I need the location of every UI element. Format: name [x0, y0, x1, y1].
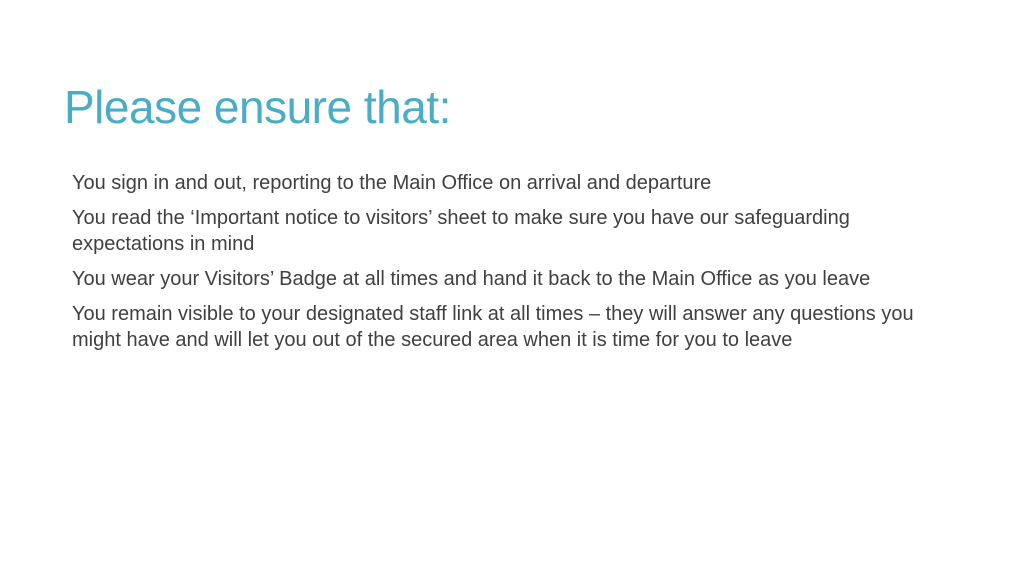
- bullet-sign-in: You sign in and out, reporting to the Main Office on arrival and departure: [72, 172, 712, 194]
- bullet-visitors-badge: You wear your Visitors’ Badge at all times and hand it back to the Main Office as you leave: [72, 268, 871, 290]
- bullet-important-notice: You read the ‘Important notice to visitors’ sheet to make sure you have our safeguarding expectations in mind: [72, 207, 850, 255]
- bullet-list: [72, 170, 952, 362]
- slide-title: Please ensure that:: [64, 81, 451, 133]
- bullet-remain-visible: You remain visible to your designated staff link at all times – they will answer any questions you might have and will let you out of the secured area when it is time for you to leave: [72, 303, 914, 351]
